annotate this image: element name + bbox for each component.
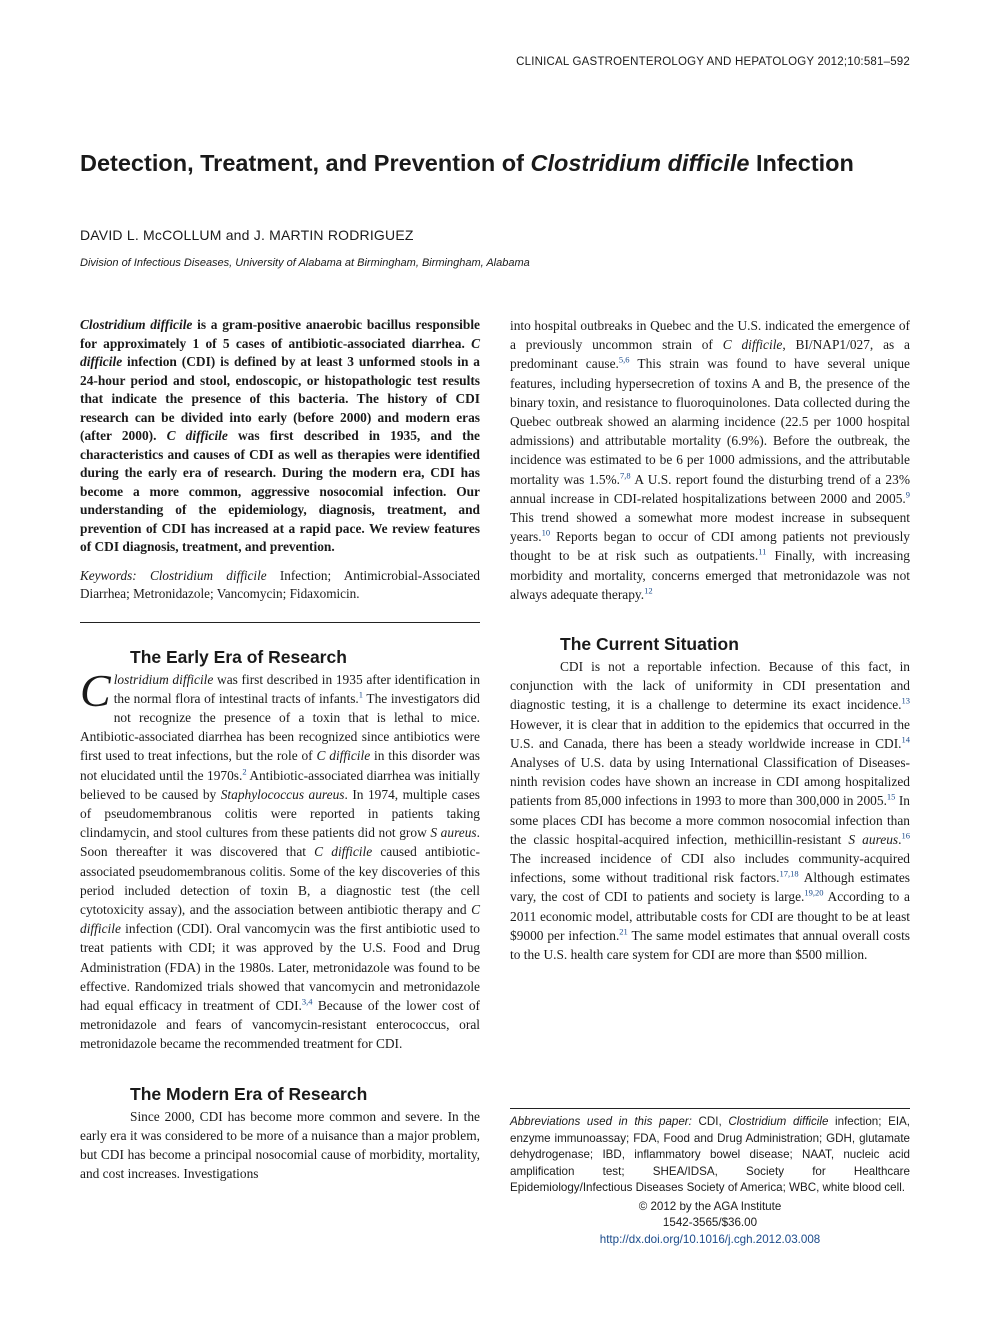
reference-link[interactable]: 11 xyxy=(758,546,767,557)
body-text: CDI is not a reportable infection. Because of this fact, in conjunction with the lack of uniformity in CDI presentation and diagnostic testing, it is a challenge to determine its exact incidence. xyxy=(510,659,910,713)
body-text: Finally, with increasing morbidity and mortality, concerns emerged that metronidazole was not always adequate therapy. xyxy=(510,548,910,602)
reference-link[interactable]: 15 xyxy=(886,792,896,802)
body-text: . xyxy=(898,831,902,847)
body-text: The same model estimates that annual overall costs to the U.S. health care system for CDI are more than $500 million. xyxy=(510,927,910,963)
reference-link[interactable]: 2 xyxy=(242,766,247,777)
abstract-text: infection (CDI) is defined by at least 3 unformed stools in a 24-hour period and stool, endoscopic, or histopathologic test results that indicate the presence of this bacteria. The history of CDI research can be divided into early (before 2000) and modern eras (after 2000). xyxy=(80,354,480,443)
keywords-list: Infection; Antimicrobial-Associated Diarrhea; Metronidazole; Vancomycin; Fidaxomicin. xyxy=(80,567,480,601)
body-text: . Soon thereafter it was discovered that xyxy=(80,825,480,860)
organism-name: C difficile xyxy=(722,337,783,353)
body-text: Reports began to occur of CDI among patients not previously thought to be at risk such as outpatients. xyxy=(510,529,910,564)
title-part-2: Infection xyxy=(749,150,854,176)
abstract-organism: C difficile xyxy=(166,428,228,443)
body-text: However, it is clear that in addition to the epidemics that occurred in the U.S. and Canada, there has been a steady worldwide increase in CDI. xyxy=(510,716,910,751)
body-text: The investigators did not recognize the presence of a toxin that is lethal to mice. Antibiotic-associated diarrhea has been recognized since antibiotics were first used to treat infections, but the role of xyxy=(80,690,480,764)
abbreviations-label: Abbreviations used in this paper: xyxy=(510,1115,692,1128)
reference-link[interactable]: 21 xyxy=(619,926,628,937)
section-divider xyxy=(80,622,480,623)
affiliation: Division of Infectious Diseases, University of Alabama at Birmingham, Birmingham, Alabama xyxy=(80,257,530,269)
abstract-organism: C difficile xyxy=(80,335,480,369)
reference-link[interactable]: 16 xyxy=(901,830,910,841)
organism-name: C difficile xyxy=(80,901,480,937)
modern-era-continued-paragraph xyxy=(510,316,910,604)
organism-name: Clostridium difficile xyxy=(728,1115,829,1128)
organism-name: S aureus xyxy=(430,825,477,841)
abbreviations-text: CDI, xyxy=(691,1115,729,1128)
reference-link[interactable]: 5,6 xyxy=(618,354,630,365)
abstract xyxy=(80,316,480,557)
body-text: Antibiotic-associated diarrhea was initially believed to be caused by xyxy=(80,767,480,802)
organism-name: lostridium difficile xyxy=(113,671,214,687)
keywords xyxy=(80,567,480,604)
body-text: . In 1974, multiple cases of pseudomembranous colitis were reported in patients taking clindamycin, and stool cultures from these patients did not grow xyxy=(80,786,480,841)
heading-modern-era: The Modern Era of Research xyxy=(130,1083,368,1104)
organism-name: C difficile xyxy=(316,748,371,764)
reference-link[interactable]: 19,20 xyxy=(804,888,824,899)
doi-link[interactable]: http://dx.doi.org/10.1016/j.cgh.2012.03.008 xyxy=(599,1232,821,1246)
drop-cap: C xyxy=(80,664,111,716)
authors: DAVID L. McCOLLUM and J. MARTIN RODRIGUEZ xyxy=(80,227,414,243)
body-text: Analyses of U.S. data by using International Classification of Diseases-ninth revision codes have shown an increase in CDI among hospitalized patients from 85,000 infections in 1993 to more than 300,000 in 2005. xyxy=(510,755,910,809)
title-part-1: Detection, Treatment, and Prevention of xyxy=(80,150,531,176)
keywords-label: Keywords: Clostridium difficile xyxy=(80,567,267,583)
copyright: © 2012 by the AGA Institute xyxy=(638,1199,782,1213)
footnote xyxy=(510,1108,910,1248)
reference-link[interactable]: 10 xyxy=(541,527,551,538)
abbreviations-note xyxy=(510,1114,910,1197)
abstract-text: was first described in 1935, and the characteristics and causes of CDI as well as therapies were identified during the early era of research. During the modern era, CDI has become a more common, aggressive nosocomial infection. Our understanding of the epidemiology, diagnosis, treatment, and prevention of CDI has increased at a rapid pace. We review features of CDI diagnosis, treatment, and prevention. xyxy=(80,428,480,554)
body-text: According to a 2011 economic model, attributable costs for CDI are thought to be at least $9000 per infection. xyxy=(510,889,910,943)
abstract-text: is a gram-positive anaerobic bacillus responsible for approximately 1 of 5 cases of antibiotic-associated diarrhea. xyxy=(80,317,480,351)
left-column xyxy=(80,316,480,1183)
issn: 1542-3565/$36.00 xyxy=(662,1216,758,1230)
current-situation-paragraph xyxy=(510,657,910,964)
abbreviations-text: infection; EIA, enzyme immunoassay; FDA, Food and Drug Administration; GDH, glutamate dehydrogenase; IBD, inflammatory bowel disease; NAAT, nucleic acid amplification test; SHEA/IDSA, Society for Healthcare Epidemiology/Infectious Diseases Society of America; WBC, white blood cell. xyxy=(510,1115,910,1195)
organism-name: C difficile xyxy=(314,844,373,860)
reference-link[interactable]: 3,4 xyxy=(301,996,313,1007)
reference-link[interactable]: 9 xyxy=(905,489,910,500)
article-title xyxy=(80,150,920,177)
reference-link[interactable]: 13 xyxy=(901,695,910,706)
body-text: caused antibiotic-associated pseudomembranous colitis. Some of the key discoveries of this period included detection of toxin B, a diagnostic test (the cell cytotoxicity assay), and the association between antibiotic therapy and xyxy=(80,844,480,917)
body-text: In some places CDI has become a more common nosocomial infection than the classic hospital-acquired infection, methicillin-resistant xyxy=(510,793,910,847)
reference-link[interactable]: 12 xyxy=(644,585,653,596)
title-italic-organism: Clostridium difficile xyxy=(530,150,750,176)
body-text: This trend showed a somewhat more modest increase in subsequent years. xyxy=(510,510,910,545)
body-text: Because of the lower cost of metronidazole and fears of vancomycin-resistant enterococcus, oral metronidazole became the recommended treatment for CDI. xyxy=(80,997,480,1052)
body-text: in this disorder was not elucidated until the 1970s. xyxy=(80,748,481,783)
body-text: infection (CDI). Oral vancomycin was the first antibiotic used to treat patients with CDI; it was approved by the U.S. Food and Drug Administration (FDA) in the 1980s. Later, metronidazole was found to be effective. Randomized trials showed that vancomycin and metronidazole had equal efficacy in treatment of CDI. xyxy=(80,921,480,1013)
body-text: The increased incidence of CDI also includes community-acquired infections, some without traditional risk factors. xyxy=(510,851,910,886)
body-text: A U.S. report found the disturbing trend of a 23% annual increase in CDI-related hospitalizations between 2000 and 2005. xyxy=(510,471,910,506)
body-text: Although estimates vary, the cost of CDI to patients and society is large. xyxy=(510,870,910,905)
reference-link[interactable]: 1 xyxy=(358,689,364,700)
right-column xyxy=(510,316,910,964)
journal-header: CLINICAL GASTROENTEROLOGY AND HEPATOLOGY 2012;10:581–592 xyxy=(516,56,910,68)
abstract-organism: Clostridium difficile xyxy=(80,317,193,332)
body-text: was first described in 1935 after identification in the normal flora of intestinal tracts of infants. xyxy=(113,671,481,706)
modern-era-paragraph: Since 2000, CDI has become more common and severe. In the early era it was considered to be more of a nuisance than a major problem, but CDI has become a principal nosocomial cause of morbidity, mortality, and cost increases. Investigations xyxy=(80,1108,480,1182)
heading-current-situation: The Current Situation xyxy=(560,634,739,655)
body-text: , BI/NAP1/027, as a predominant cause. xyxy=(510,337,910,372)
reference-link[interactable]: 14 xyxy=(901,734,910,745)
heading-early-era: The Early Era of Research xyxy=(130,646,347,667)
organism-name: Staphylococcus aureus xyxy=(220,786,345,802)
reference-link[interactable]: 7,8 xyxy=(620,470,631,481)
body-text: This strain was found to have several unique features, including hypersecretion of toxins A and B, the presence of the binary toxin, and resistance to fluoroquinolones. Data collected during the Quebec outbreak showed an alarming incidence (22.5 per 1000 hospital admissions) and attributable mortality (6.9%). Before the outbreak, the incidence was estimated to be 6 per 1000 admissions, and the attributable mortality was 1.5%. xyxy=(510,356,910,487)
early-era-paragraph xyxy=(80,664,481,1054)
reference-link[interactable]: 17,18 xyxy=(779,868,799,879)
body-text: into hospital outbreaks in Quebec and the U.S. indicated the emergence of a previously uncommon strain of xyxy=(510,318,910,353)
organism-name: S aureus xyxy=(848,831,899,847)
